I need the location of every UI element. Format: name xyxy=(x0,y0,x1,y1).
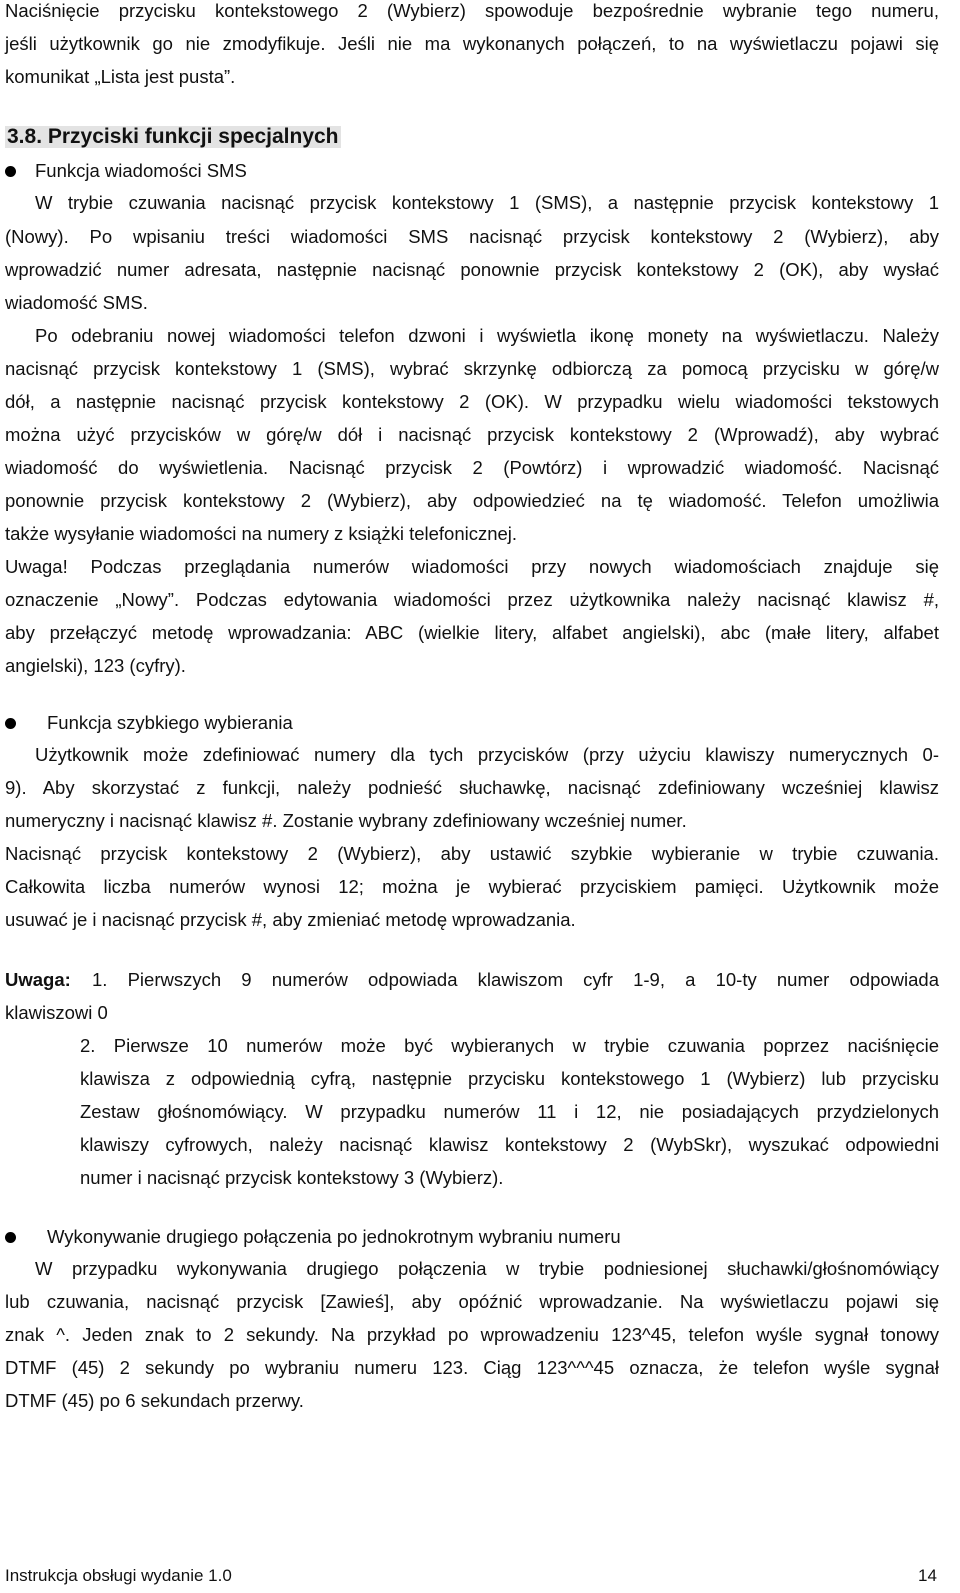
sms-line-2: (Nowy). Po wpisaniu treści wiadomości SMS nacisnąć przycisk kontekstowy 2 (Wybierz), aby xyxy=(5,226,939,247)
note-item-2-line-1: 2. Pierwsze 10 numerów może być wybieranych w trybie czuwania poprzez naciśnięcie xyxy=(80,1035,939,1056)
sms-line-10: ponownie przycisk kontekstowy 2 (Wybierz), aby odpowiedzieć na tę wiadomość. Telefon umożliwia xyxy=(5,490,939,511)
sms-line-1: W trybie czuwania nacisnąć przycisk kontekstowy 1 (SMS), a następnie przycisk kontekstowy 1 xyxy=(35,192,939,213)
sms-line-7: dół, a następnie nacisnąć przycisk kontekstowy 2 (OK). W przypadku wielu wiadomości tekstowych xyxy=(5,391,939,412)
sms-line-4: wiadomość SMS. xyxy=(5,292,148,313)
intro-line-3: komunikat „Lista jest pusta”. xyxy=(5,66,236,87)
sms-line-9: wiadomość do wyświetlenia. Nacisnąć przycisk 2 (Powtórz) i wprowadzić wiadomość. Nacisnąć xyxy=(5,457,939,478)
note-item-1: 1. Pierwszych 9 numerów odpowiada klawiszom cyfr 1-9, a 10-ty numer odpowiada xyxy=(92,969,939,990)
sms-title: Funkcja wiadomości SMS xyxy=(35,160,247,181)
sms-line-5: Po odebraniu nowej wiadomości telefon dzwoni i wyświetla ikonę monety na wyświetlaczu. Należy xyxy=(35,325,939,346)
note-item-1-cont: klawiszowi 0 xyxy=(5,1002,108,1023)
footer-title: Instrukcja obsługi wydanie 1.0 xyxy=(5,1566,232,1585)
sms-line-8: można użyć przycisków w górę/w dół i nacisnąć przycisk kontekstowy 2 (Wprowadź), aby wybrać xyxy=(5,424,939,445)
note-label: Uwaga: xyxy=(5,969,71,990)
second-call-line-1: W przypadku wykonywania drugiego połączenia w trybie podniesionej słuchawki/głośnomówiący xyxy=(35,1258,939,1279)
intro-line-2: jeśli użytkownik go nie zmodyfikuje. Jeśli nie ma wykonanych połączeń, to na wyświetlaczu pojawi się xyxy=(5,33,939,54)
second-call-line-4: DTMF (45) 2 sekundy po wybraniu numeru 123. Ciąg 123^^^45 oznacza, że telefon wyśle sygnał xyxy=(5,1357,939,1378)
speed-line-3: numeryczny i nacisnąć klawisz #. Zostanie wybrany zdefiniowany wcześniej numer. xyxy=(5,810,687,831)
sms-line-12: Uwaga! Podczas przeglądania numerów wiadomości przy nowych wiadomościach znajduje się xyxy=(5,556,939,577)
note-item-2-line-5: numer i nacisnąć przycisk kontekstowy 3 (Wybierz). xyxy=(80,1167,504,1188)
second-call-line-3: znak ^. Jeden znak to 2 sekundy. Na przykład po wprowadzeniu 123^45, telefon wyśle sygnał tonowy xyxy=(5,1324,939,1345)
speed-dial-title: Funkcja szybkiego wybierania xyxy=(47,712,293,733)
sms-line-13: oznaczenie „Nowy”. Podczas edytowania wiadomości przez użytkownika należy nacisnąć klawisz #, xyxy=(5,589,939,610)
speed-line-5: Całkowita liczba numerów wynosi 12; można je wybierać przyciskiem pamięci. Użytkownik może xyxy=(5,876,939,897)
bullet-icon xyxy=(5,718,16,729)
speed-line-6: usuwać je i nacisnąć przycisk #, aby zmieniać metodę wprowadzania. xyxy=(5,909,576,930)
note-item-2-line-3: Zestaw głośnomówiący. W przypadku numerów 11 i 12, nie posiadających przydzielonych xyxy=(80,1101,939,1122)
sms-line-15: angielski), 123 (cyfry). xyxy=(5,655,186,676)
section-heading: 3.8. Przyciski funkcji specjalnych xyxy=(7,125,339,148)
note-item-2-line-2: klawisza z odpowiednią cyfrą, następnie przycisku kontekstowego 1 (Wybierz) lub przycisku xyxy=(80,1068,939,1089)
page-number: 14 xyxy=(918,1566,937,1585)
sms-line-14: aby przełączyć metodę wprowadzania: ABC (wielkie litery, alfabet angielski), abc (małe litery, alfabet xyxy=(5,622,939,643)
speed-line-2: 9). Aby skorzystać z funkcji, należy podnieść słuchawkę, nacisnąć zdefiniowany wcześniej klawisz xyxy=(5,777,939,798)
sms-line-3: wprowadzić numer adresata, następnie nacisnąć ponownie przycisk kontekstowy 2 (OK), aby wysłać xyxy=(5,259,939,280)
second-call-line-5: DTMF (45) po 6 sekundach przerwy. xyxy=(5,1390,304,1411)
intro-line-1: Naciśnięcie przycisku kontekstowego 2 (Wybierz) spowoduje bezpośrednie wybranie tego numeru, xyxy=(5,0,939,21)
speed-line-4: Nacisnąć przycisk kontekstowy 2 (Wybierz), aby ustawić szybkie wybieranie w trybie czuwania. xyxy=(5,843,939,864)
second-call-title: Wykonywanie drugiego połączenia po jednokrotnym wybraniu numeru xyxy=(47,1226,621,1247)
bullet-icon xyxy=(5,1232,16,1243)
bullet-icon xyxy=(5,166,16,177)
speed-line-1: Użytkownik może zdefiniować numery dla tych przycisków (przy użyciu klawiszy numerycznych 0- xyxy=(35,744,939,765)
note-item-2-line-4: klawiszy cyfrowych, należy nacisnąć klawisz kontekstowy 2 (WybSkr), wyszukać odpowiedni xyxy=(80,1134,939,1155)
sms-line-6: nacisnąć przycisk kontekstowy 1 (SMS), wybrać skrzynkę odbiorczą za pomocą przycisku w górę/w xyxy=(5,358,939,379)
sms-line-11: także wysyłanie wiadomości na numery z książki telefonicznej. xyxy=(5,523,518,544)
second-call-line-2: lub czuwania, nacisnąć przycisk [Zawieś], aby opóźnić wprowadzanie. Na wyświetlaczu pojawi się xyxy=(5,1291,939,1312)
